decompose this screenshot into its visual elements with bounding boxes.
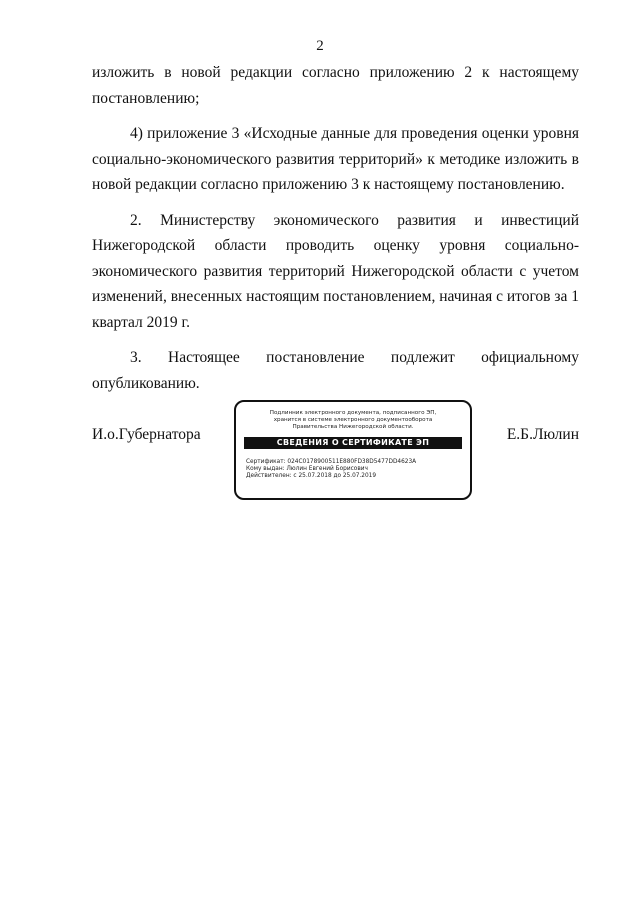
electronic-signature-stamp [234,400,472,500]
certificate-validity: Действителен: с 25.07.2018 до 25.07.2019 [246,473,377,480]
page-number: 2 [316,38,324,54]
paragraph-continuation: изложить в новой редакции согласно приложению 2 к настоящему постановлению; [92,64,579,107]
stamp-header-line: Подлинник электронного документа, подписанного ЭП, [269,410,437,416]
document-body [92,60,579,406]
paragraph-item-4: 4) приложение 3 «Исходные данные для проведения оценки уровня социально-экономического развития территорий» к методике изложить в новой редакции согласно приложению 3 к настоящему постановлению. [92,125,579,193]
stamp-header-line: Правительства Нижегородской области. [292,424,414,431]
stamp-banner: СВЕДЕНИЯ О СЕРТИФИКАТЕ ЭП [244,437,462,449]
signature-block [92,400,579,504]
stamp-header-line: хранится в системе электронного документооборота [273,417,433,424]
signer-name: Е.Б.Люлин [506,426,579,443]
paragraph-item-3: 3. Настоящее постановление подлежит официальному опубликованию. [92,349,579,392]
certificate-owner: Кому выдан: Люлин Евгений Борисович [246,466,368,473]
certificate-number: Сертификат: 024C0178900511E880FD38D5477DD4623A [246,458,417,465]
signer-title: И.о.Губернатора [92,426,201,443]
stamp-details [246,459,470,481]
stamp-header [236,410,470,432]
paragraph-item-2: 2. Министерству экономического развития и инвестиций Нижегородской области проводить оценку уровня социально-экономического развития территорий Нижегородской области с учетом изменений, внесенных настоящим постановлением, начиная с итогов за 1 квартал 2019 г. [92,211,579,331]
